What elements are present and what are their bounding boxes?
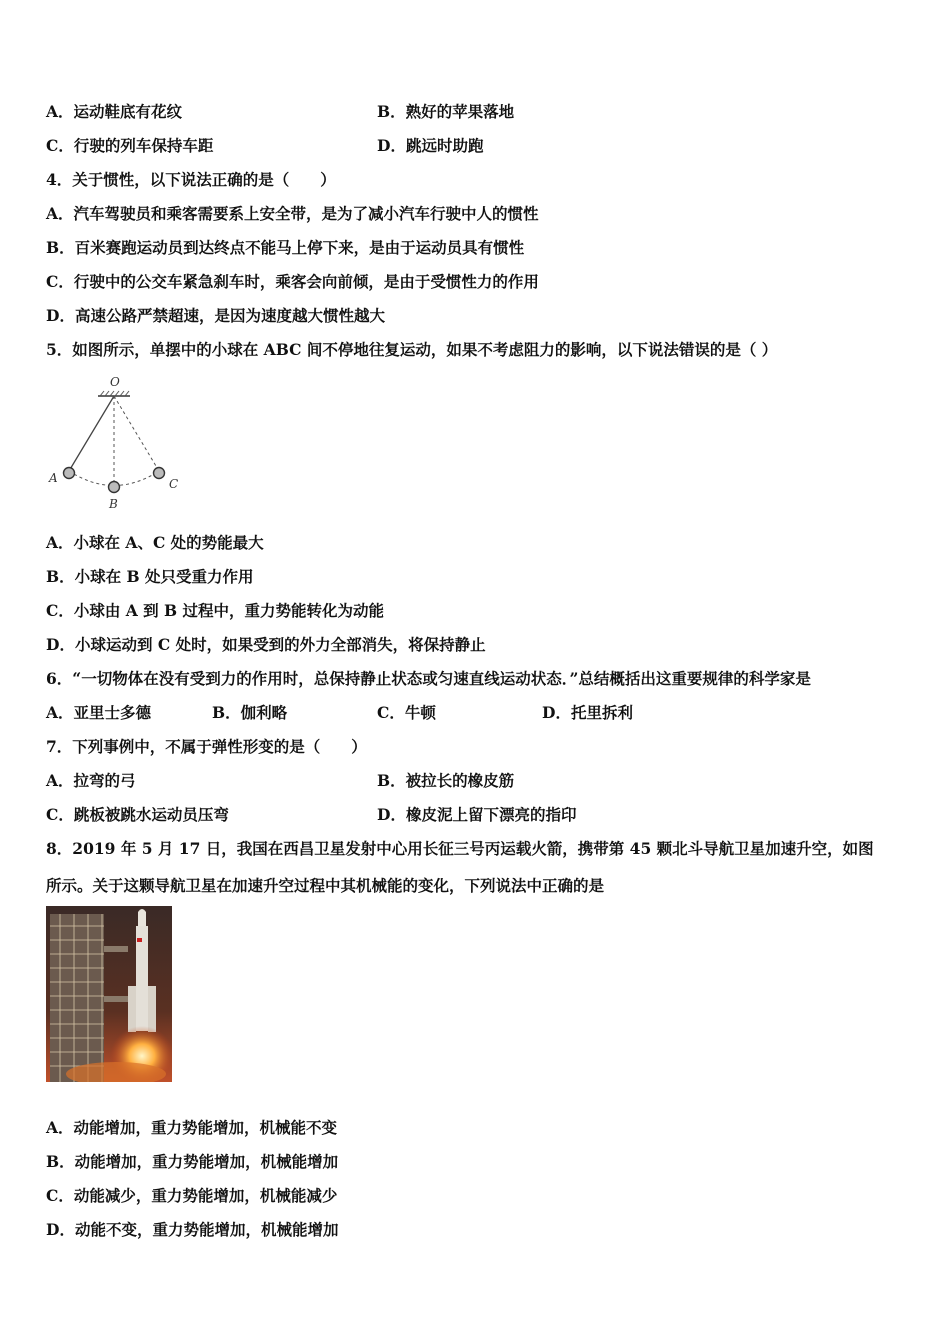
q3-option-b: B．熟好的苹果落地 (377, 102, 515, 121)
q4-option-d: D．高速公路严禁超速，是因为速度越大惯性越大 (46, 306, 385, 325)
pendulum-figure (46, 372, 191, 514)
q7-option-a: A．拉弯的弓 (46, 771, 136, 790)
q7-stem: 7．下列事例中，不属于弹性形变的是（ ） (46, 737, 367, 756)
q4-option-b: B．百米赛跑运动员到达终点不能马上停下来，是由于运动员具有惯性 (46, 238, 525, 257)
q6-option-b: B．伽利略 (212, 703, 288, 722)
string-a (69, 396, 114, 471)
ball-b (109, 482, 120, 493)
q7-option-b: B．被拉长的橡皮筋 (377, 771, 515, 790)
label-o: O (110, 375, 120, 389)
q8-stem-line1: 8．2019 年 5 月 17 日，我国在西昌卫星发射中心用长征三号丙运载火箭，携带第 45 颗北斗导航卫星加速升空，如图 (46, 839, 874, 858)
label-b: B (109, 497, 118, 511)
q4-option-a: A．汽车驾驶员和乘客需要系上安全带，是为了减小汽车行驶中人的惯性 (46, 204, 539, 223)
q5-option-c: C．小球由 A 到 B 过程中，重力势能转化为动能 (46, 601, 385, 620)
q5-option-b: B．小球在 B 处只受重力作用 (46, 567, 254, 586)
q3-option-d: D．跳远时助跑 (377, 136, 484, 155)
q5-option-d: D．小球运动到 C 处时，如果受到的外力全部消失，将保持静止 (46, 635, 486, 654)
q6-option-a: A．亚里士多德 (46, 703, 152, 722)
q5-option-a: A．小球在 A、C 处的势能最大 (46, 533, 264, 552)
q8-option-a: A．动能增加，重力势能增加，机械能不变 (46, 1118, 338, 1137)
q3-option-c: C．行驶的列车保持车距 (46, 136, 214, 155)
q8-option-c: C．动能减少，重力势能增加，机械能减少 (46, 1186, 338, 1205)
q8-stem-line2: 所示。关于这颗导航卫星在加速升空过程中其机械能的变化，下列说法中正确的是 (46, 876, 605, 895)
q6-stem: 6．“一切物体在没有受到力的作用时，总保持静止状态或匀速直线运动状态．”总结概括出这重要规律的科学家是 (46, 669, 811, 688)
label-c: C (169, 477, 179, 491)
q6-option-d: D．托里拆利 (542, 703, 633, 722)
q3-option-a: A．运动鞋底有花纹 (46, 102, 183, 121)
q8-option-d: D．动能不变，重力势能增加，机械能增加 (46, 1220, 339, 1239)
q4-option-c: C．行驶中的公交车紧急刹车时，乘客会向前倾，是由于受惯性力的作用 (46, 272, 539, 291)
q6-option-c: C．牛顿 (377, 703, 436, 722)
q5-stem: 5．如图所示，单摆中的小球在 ABC 间不停地往复运动，如果不考虑阻力的影响，以下说法错误的是（ ） (46, 340, 778, 359)
ball-c (154, 468, 165, 479)
q8-option-b: B．动能增加，重力势能增加，机械能增加 (46, 1152, 339, 1171)
string-c (114, 396, 159, 471)
q4-stem: 4．关于惯性，以下说法正确的是（ ） (46, 170, 336, 189)
rocket-launch-photo (46, 906, 172, 1082)
q7-option-d: D．橡皮泥上留下漂亮的指印 (377, 805, 577, 824)
q7-option-c: C．跳板被跳水运动员压弯 (46, 805, 229, 824)
label-a: A (49, 471, 58, 485)
ball-a (64, 468, 75, 479)
